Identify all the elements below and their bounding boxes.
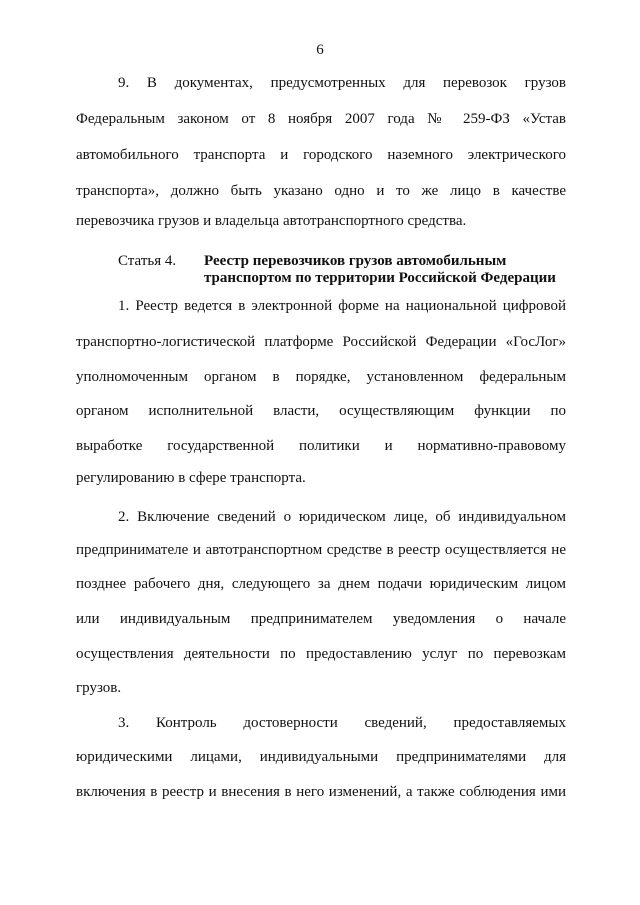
paragraph-1-line-1: 1. Реестр ведется в электронной форме на национальной цифровой [118, 298, 566, 314]
paragraph-1-line-6: регулированию в сфере транспорта. [76, 470, 306, 486]
article-4-title-line-1: Реестр перевозчиков грузов автомобильным [204, 253, 507, 269]
paragraph-2-line-5: осуществления деятельности по предоставлению услуг по перевозкам [76, 646, 566, 662]
page-number: 6 [316, 42, 324, 58]
paragraph-9-line-4: транспорта», должно быть указано одно и то же лицо в качестве [76, 183, 566, 199]
paragraph-9-line-1: 9. В документах, предусмотренных для перевозок грузов [118, 75, 566, 91]
paragraph-1-line-5: выработке государственной политики и нормативно-правовому [76, 438, 566, 454]
paragraph-2-line-6: грузов. [76, 680, 122, 696]
paragraph-1-line-2: транспортно-логистической платформе Российской Федерации «ГосЛог» [76, 334, 566, 350]
paragraph-9-line-3: автомобильного транспорта и городского наземного электрического [76, 147, 566, 163]
paragraph-2-line-4: или индивидуальным предпринимателем уведомления о начале [76, 611, 566, 627]
paragraph-9-line-2: Федеральным законом от 8 ноября 2007 года № 259-ФЗ «Устав [76, 111, 566, 127]
article-4-title-line-2: транспортом по территории Российской Федерации [204, 270, 556, 286]
paragraph-2-line-2: предпринимателе и автотранспортном средстве в реестр осуществляется не [76, 542, 566, 558]
paragraph-9-line-5: перевозчика грузов и владельца автотранспортного средства. [76, 213, 467, 229]
paragraph-1-line-3: уполномоченным органом в порядке, установленном федеральным [76, 369, 566, 385]
paragraph-3-line-1: 3. Контроль достоверности сведений, предоставляемых [118, 715, 566, 731]
article-4-label: Статья 4. [118, 253, 177, 269]
paragraph-2-line-1: 2. Включение сведений о юридическом лице, об индивидуальном [118, 509, 566, 525]
paragraph-1-line-4: органом исполнительной власти, осуществляющим функции по [76, 403, 566, 419]
paragraph-3-line-3: включения в реестр и внесения в него изменений, а также соблюдения ими [76, 784, 566, 800]
paragraph-2-line-3: позднее рабочего дня, следующего за днем подачи юридическим лицом [76, 576, 566, 592]
paragraph-3-line-2: юридическими лицами, индивидуальными предпринимателями для [76, 749, 566, 765]
